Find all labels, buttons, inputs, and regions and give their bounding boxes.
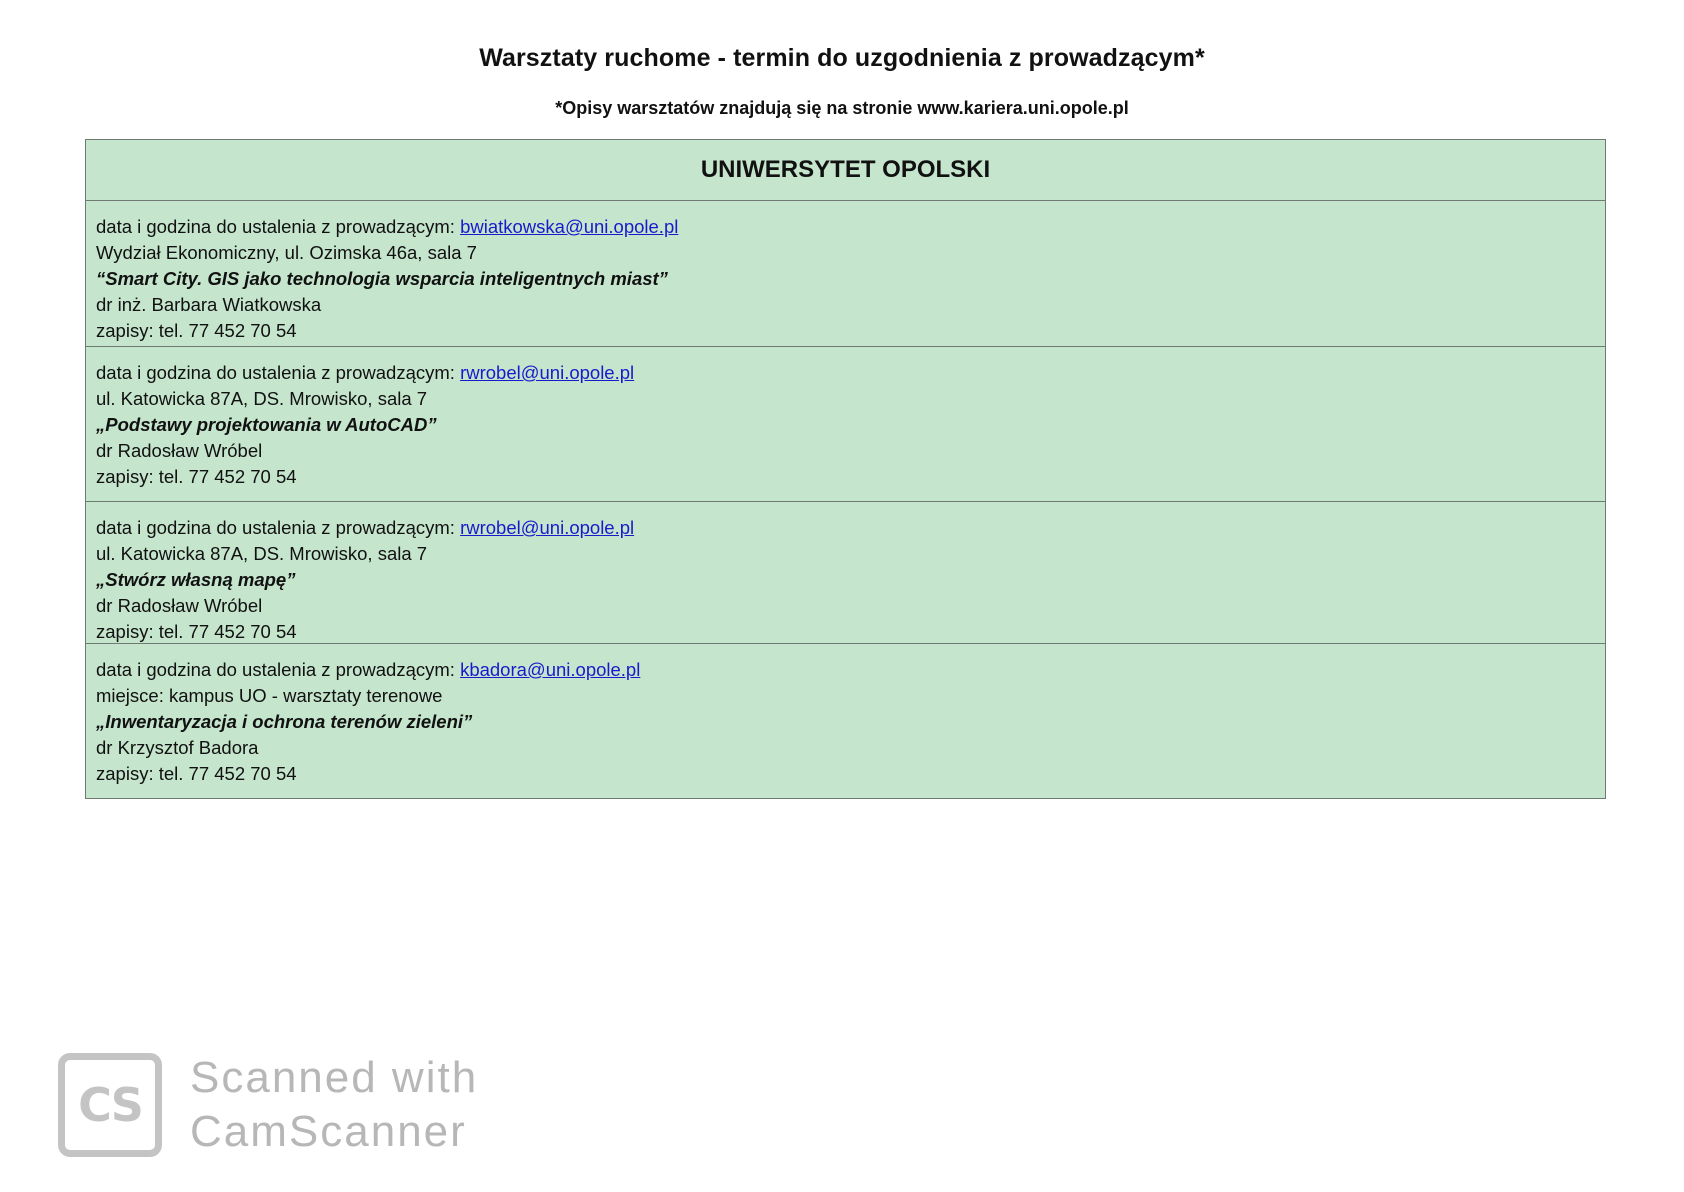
- place-line: ul. Katowicka 87A, DS. Mrowisko, sala 7: [96, 543, 428, 564]
- workshop-row: [86, 201, 1605, 347]
- place-line: miejsce: kampus UO - warsztaty terenowe: [96, 685, 443, 706]
- place-line: ul. Katowicka 87A, DS. Mrowisko, sala 7: [96, 388, 428, 409]
- watermark-line2: CamScanner: [190, 1107, 467, 1156]
- signup-line: zapisy: tel. 77 452 70 54: [96, 763, 297, 784]
- page-subtitle: *Opisy warsztatów znajdują się na stronie www.kariera.uni.opole.pl: [555, 98, 1129, 118]
- watermark-line1: Scanned with: [190, 1053, 479, 1102]
- lecturer-name: dr Radosław Wróbel: [96, 440, 263, 461]
- table-header: UNIWERSYTET OPOLSKI: [86, 140, 1605, 201]
- lecturer-name: dr Krzysztof Badora: [96, 737, 259, 758]
- date-line: [96, 360, 1595, 386]
- camscanner-logo-icon: [58, 1053, 162, 1157]
- date-text: data i godzina do ustalenia z prowadzącym:: [96, 216, 461, 237]
- email-link[interactable]: rwrobel@uni.opole.pl: [460, 517, 635, 538]
- workshop-row: [86, 502, 1605, 644]
- camscanner-logo-text: CS: [78, 1078, 142, 1132]
- course-title: “Smart City. GIS jako technologia wsparcia inteligentnych miast”: [96, 268, 668, 289]
- course-title: „Podstawy projektowania w AutoCAD”: [96, 414, 437, 435]
- date-text: data i godzina do ustalenia z prowadzącym:: [96, 517, 461, 538]
- date-line: [96, 657, 1595, 683]
- email-link[interactable]: bwiatkowska@uni.opole.pl: [460, 216, 679, 237]
- workshop-row: [86, 347, 1605, 502]
- signup-line: zapisy: tel. 77 452 70 54: [96, 621, 297, 642]
- page-title: Warsztaty ruchome - termin do uzgodnienia z prowadzącym*: [479, 44, 1205, 72]
- place-line: Wydział Ekonomiczny, ul. Ozimska 46a, sala 7: [96, 242, 477, 263]
- workshop-row: [86, 644, 1605, 798]
- course-title: „Inwentaryzacja i ochrona terenów zieleni”: [96, 711, 473, 732]
- date-line: [96, 515, 1595, 541]
- signup-line: zapisy: tel. 77 452 70 54: [96, 466, 297, 487]
- watermark-text: [190, 1051, 478, 1159]
- email-link[interactable]: rwrobel@uni.opole.pl: [460, 362, 635, 383]
- lecturer-name: dr Radosław Wróbel: [96, 595, 263, 616]
- date-line: [96, 214, 1595, 240]
- email-link[interactable]: kbadora@uni.opole.pl: [460, 659, 641, 680]
- date-text: data i godzina do ustalenia z prowadzącym:: [96, 362, 461, 383]
- course-title: „Stwórz własną mapę”: [96, 569, 296, 590]
- lecturer-name: dr inż. Barbara Wiatkowska: [96, 294, 322, 315]
- date-text: data i godzina do ustalenia z prowadzącym:: [96, 659, 461, 680]
- workshops-table: [85, 139, 1606, 799]
- signup-line: zapisy: tel. 77 452 70 54: [96, 320, 297, 341]
- camscanner-watermark: [58, 1051, 478, 1159]
